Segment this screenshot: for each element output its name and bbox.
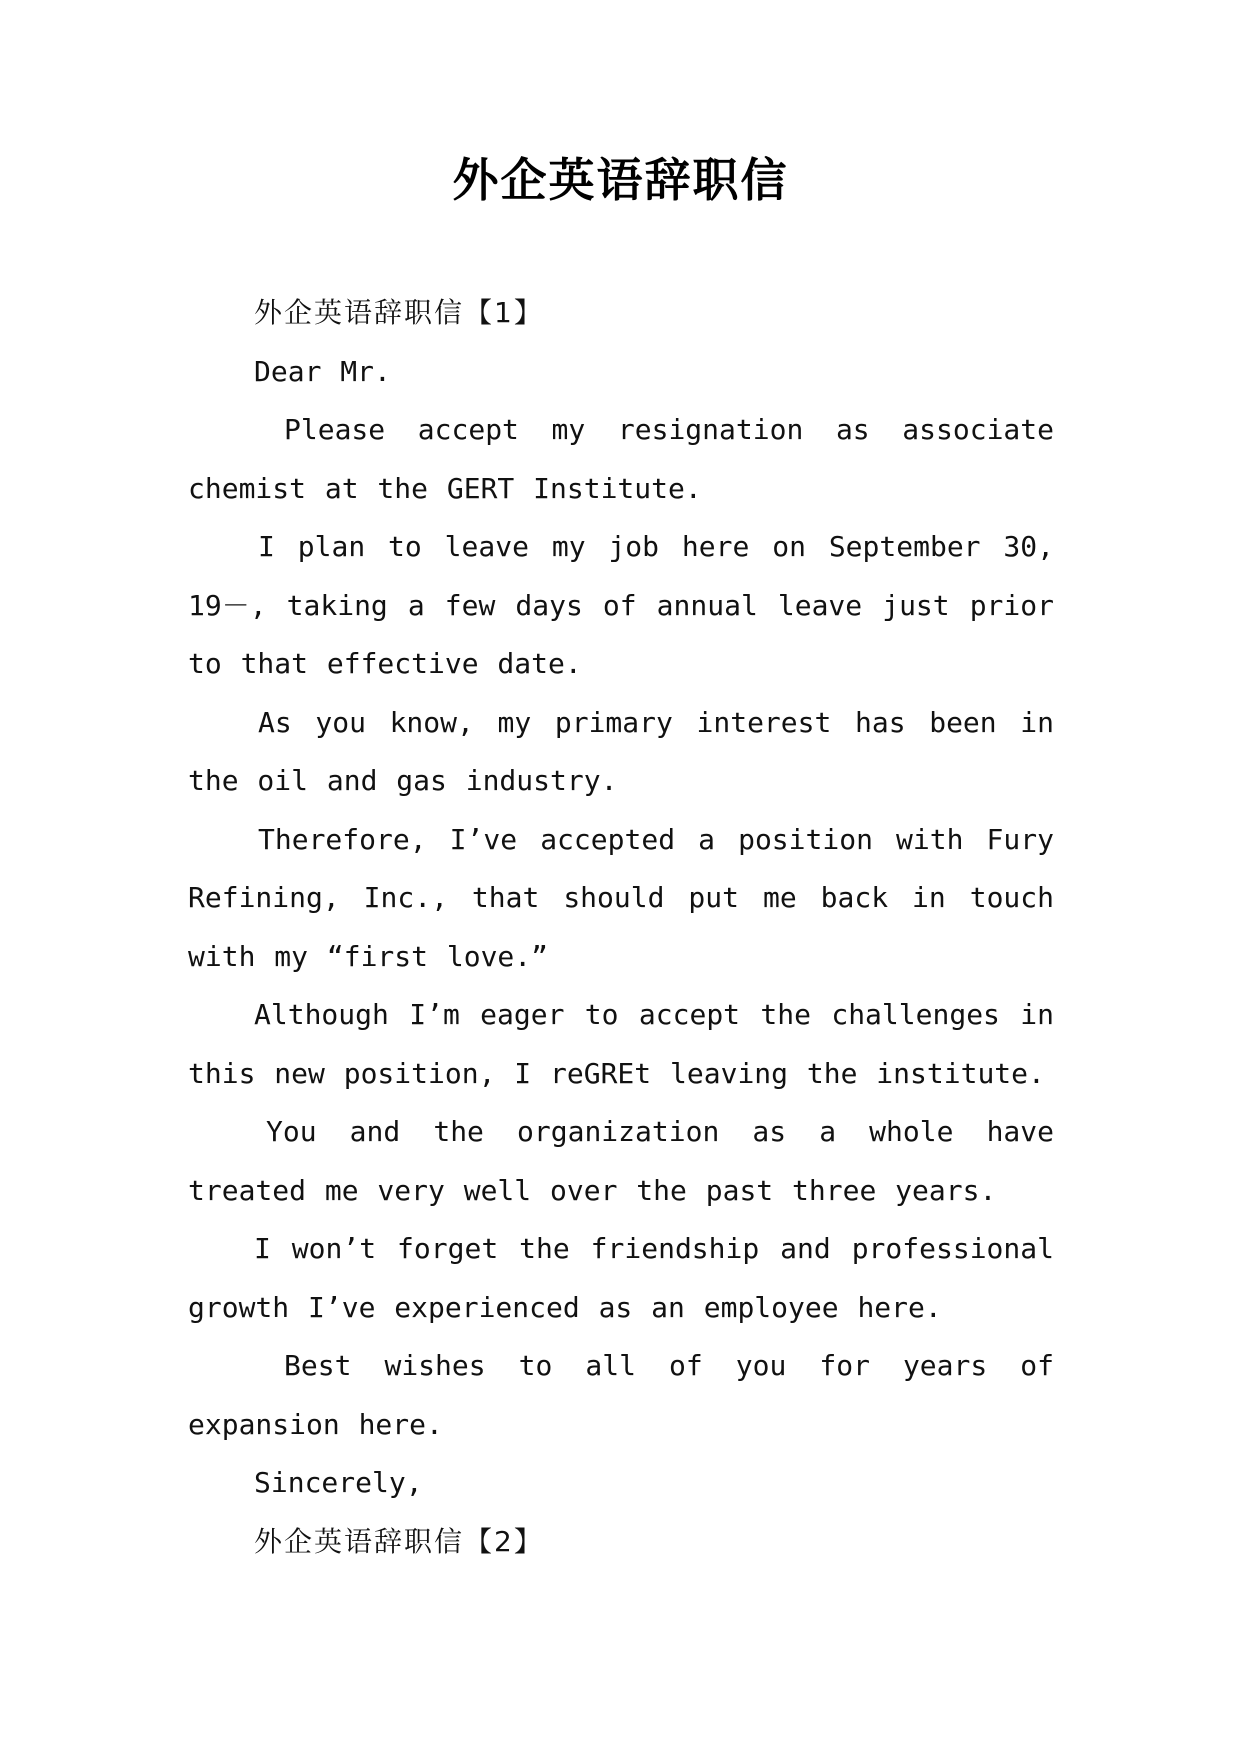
paragraph-6: You and the organization as a whole have treated me very well over the past three years. [188, 1115, 1054, 1207]
closing: Sincerely, [254, 1466, 423, 1499]
salutation: Dear Mr. [254, 354, 391, 388]
paragraph-5: Although I’m eager to accept the challenges in this new position, I reGREt leaving the institute. [188, 998, 1054, 1090]
paragraph-3: As you know, my primary interest has been in the oil and gas industry. [188, 705, 1054, 797]
paragraph-1: Please accept my resignation as associate chemist at the GERT Institute. [188, 413, 1054, 505]
paragraph-8: Best wishes to all of you for years of expansion here. [188, 1349, 1054, 1441]
document-body [188, 284, 1054, 1571]
document-title: 外企英语辞职信 [452, 153, 789, 207]
paragraph-2: I plan to leave my job here on September 30, 19－, taking a few days of annual leave just prior to that effective date. [188, 530, 1054, 680]
paragraph-7: I won’t forget the friendship and professional growth I’ve experienced as an employee here. [188, 1232, 1054, 1324]
paragraph-4: Therefore, I’ve accepted a position with Fury Refining, Inc., that should put me back in touch with my “first love.” [188, 822, 1054, 973]
section-heading-2: 外企英语辞职信【2】 [254, 1524, 544, 1558]
section-heading-1: 外企英语辞职信【1】 [254, 296, 544, 329]
